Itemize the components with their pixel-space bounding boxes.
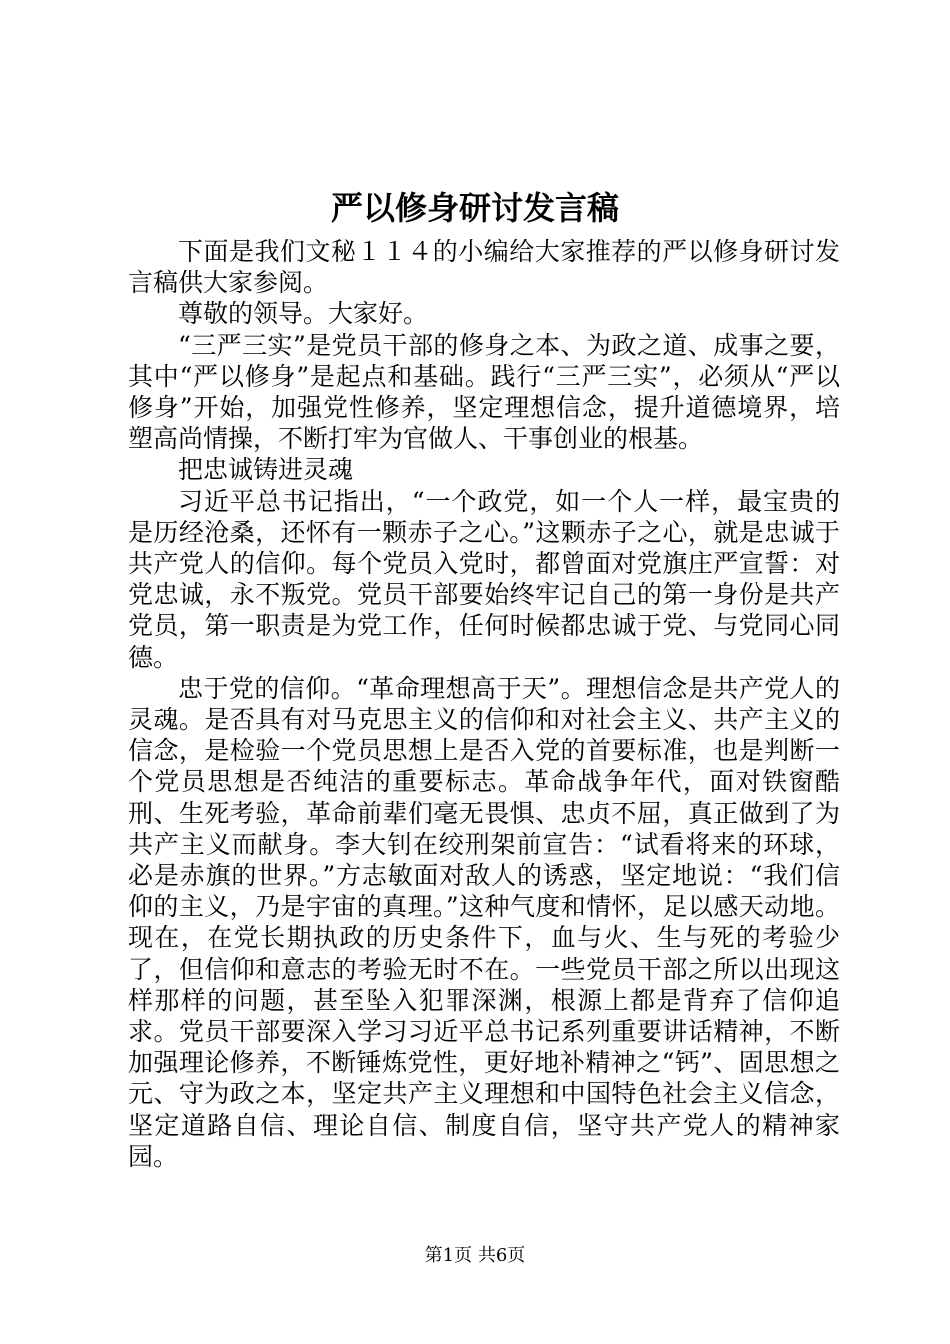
paragraph-three-stricts: “三严三实”是党员干部的修身之本、为政之道、成事之要，其中“严以修身”是起点和基础。践行“三严三实”，必须从“严以修身”开始，加强党性修养，坚定理想信念，提升道德境界，培塑高尚情操，不断打牢为官做人、干事创业的根基。 <box>128 330 840 454</box>
section-heading-loyalty: 把忠诚铸进灵魂 <box>178 455 354 485</box>
paragraph-red-heart: 习近平总书记指出，“一个政党，如一个人一样，最宝贵的是历经沧桑，还怀有一颗赤子之心。”这颗赤子之心，就是忠诚于共产党人的信仰。每个党员入党时，都曾面对党旗庄严宣誓：对党忠诚，永不叛党。党员干部要始终牢记自己的第一身份是共产党员，第一职责是为党工作，任何时候都忠诚于党、与党同心同德。 <box>128 486 840 672</box>
paragraph-greeting: 尊敬的领导。大家好。 <box>178 299 429 329</box>
document-title: 严以修身研讨发言稿 <box>330 189 619 227</box>
paragraph-faith: 忠于党的信仰。“革命理想高于天”。理想信念是共产党人的灵魂。是否具有对马克思主义的信仰和对社会主义、共产主义的信念，是检验一个党员思想上是否入党的首要标准，也是判断一个党员思想是否纯洁的重要标志。革命战争年代，面对铁窗酷刑、生死考验，革命前辈们毫无畏惧、忠贞不屈，真正做到了为共产主义而献身。李大钊在绞刑架前宣告：“试看将来的环球，必是赤旗的世界。”方志敏面对敌人的诱惑，坚定地说：“我们信仰的主义，乃是宇宙的真理。”这种气度和情怀，足以感天动地。现在，在党长期执政的历史条件下，血与火、生与死的考验少了，但信仰和意志的考验无时不在。一些党员干部之所以出现这样那样的问题，甚至坠入犯罪深渊，根源上都是背弃了信仰追求。党员干部要深入学习习近平总书记系列重要讲话精神，不断加强理论修养，不断锤炼党性，更好地补精神之“钙”、固思想之元、守为政之本，坚定共产主义理想和中国特色社会主义信念，坚定道路自信、理论自信、制度自信，坚守共产党人的精神家园。 <box>128 673 840 1171</box>
page-number-footer: 第1页 共6页 <box>424 1245 526 1266</box>
document-body <box>128 236 840 1172</box>
paragraph-intro: 下面是我们文秘１１４的小编给大家推荐的严以修身研讨发言稿供大家参阅。 <box>128 237 840 298</box>
